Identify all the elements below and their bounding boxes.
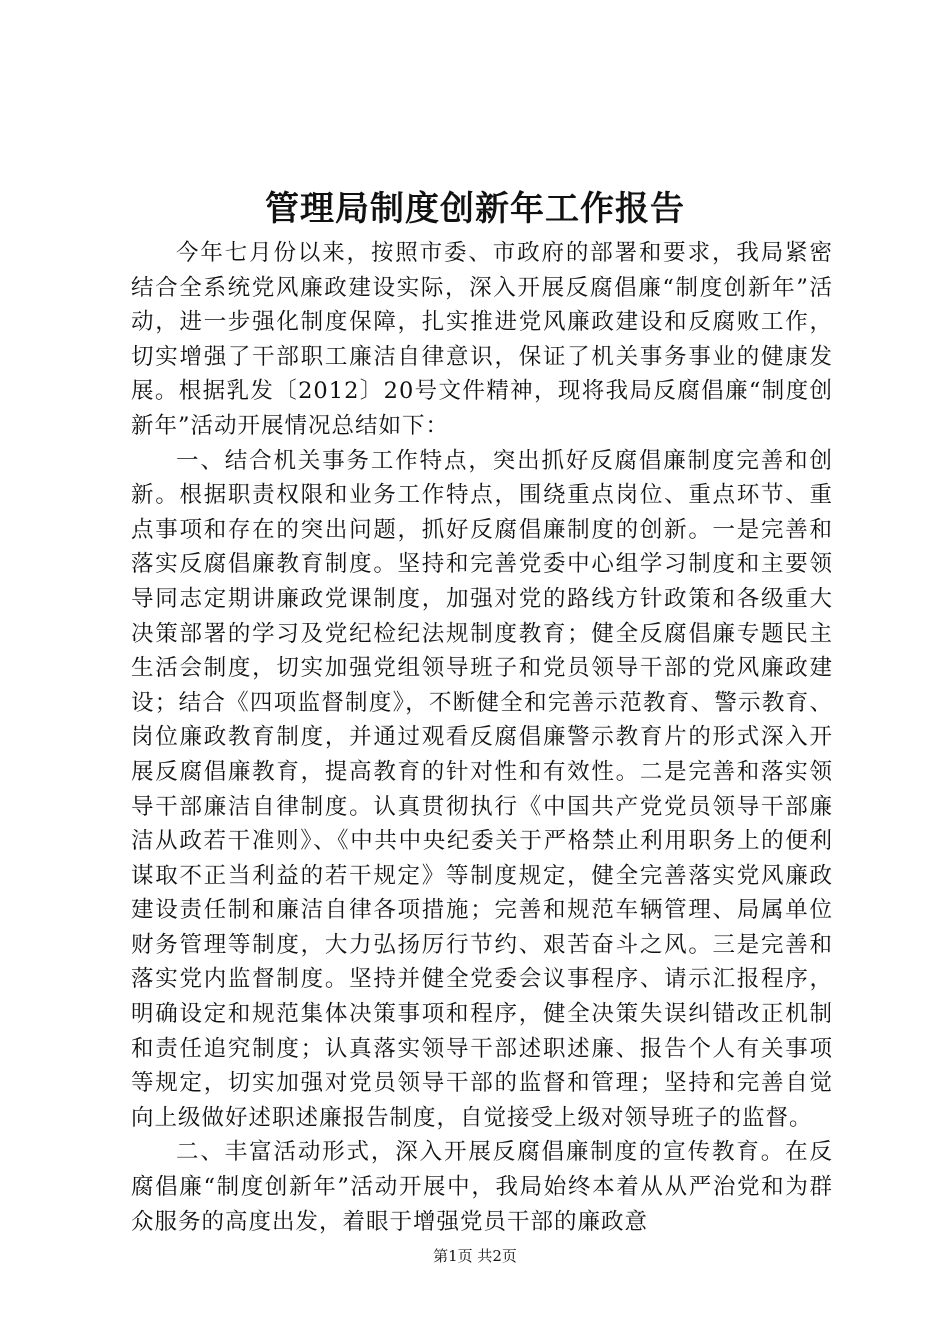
page-number: 第1页: [433, 1247, 473, 1265]
paragraph-section-2: 二、丰富活动形式，深入开展反腐倡廉制度的宣传教育。在反腐倡廉“制度创新年”活动开展中，我局始终本着从从严治党和为群众服务的高度出发，着眼于增强党员干部的廉政意: [131, 1139, 833, 1235]
document-title: 管理局制度创新年工作报告: [265, 189, 685, 229]
page-total: 共2页: [477, 1247, 517, 1265]
page-footer: [0, 1246, 950, 1266]
paragraph-intro: 今年七月份以来，按照市委、市政府的部署和要求，我局紧密结合全系统党风廉政建设实际，深入开展反腐倡廉“制度创新年”活动，进一步强化制度保障，扎实推进党风廉政建设和反腐败工作，切实增强了干部职工廉洁自律意识，保证了机关事务事业的健康发展。根据乳发〔2012〕20号文件精神，现将我局反腐倡廉“制度创新年”活动开展情况总结如下：: [131, 240, 833, 439]
paragraph-section-1: 一、结合机关事务工作特点，突出抓好反腐倡廉制度完善和创新。根据职责权限和业务工作特点，围绕重点岗位、重点环节、重点事项和存在的突出问题，抓好反腐倡廉制度的创新。一是完善和落实反腐倡廉教育制度。坚持和完善党委中心组学习制度和主要领导同志定期讲廉政党课制度，加强对党的路线方针政策和各级重大决策部署的学习及党纪检纪法规制度教育；健全反腐倡廉专题民主生活会制度，切实加强党组领导班子和党员领导干部的党风廉政建设；结合《四项监督制度》，不断健全和完善示范教育、警示教育、岗位廉政教育制度，并通过观看反腐倡廉警示教育片的形式深入开展反腐倡廉教育，提高教育的针对性和有效性。二是完善和落实领导干部廉洁自律制度。认真贯彻执行《中国共产党党员领导干部廉洁从政若干准则》、《中共中央纪委关于严格禁止利用职务上的便利谋取不正当利益的若干规定》等制度规定，健全完善落实党风廉政建设责任制和廉洁自律各项措施；完善和规范车辆管理、局属单位财务管理等制度，大力弘扬厉行节约、艰苦奋斗之风。三是完善和落实党内监督制度。坚持并健全党委会议事程序、请示汇报程序，明确设定和规范集体决策事项和程序，健全决策失误纠错改正机制和责任追究制度；认真落实领导干部述职述廉、报告个人有关事项等规定，切实加强对党员领导干部的监督和管理；坚持和完善自觉向上级做好述职述廉报告制度，自觉接受上级对领导班子的监督。: [131, 447, 833, 1131]
document-body: [131, 236, 833, 1239]
